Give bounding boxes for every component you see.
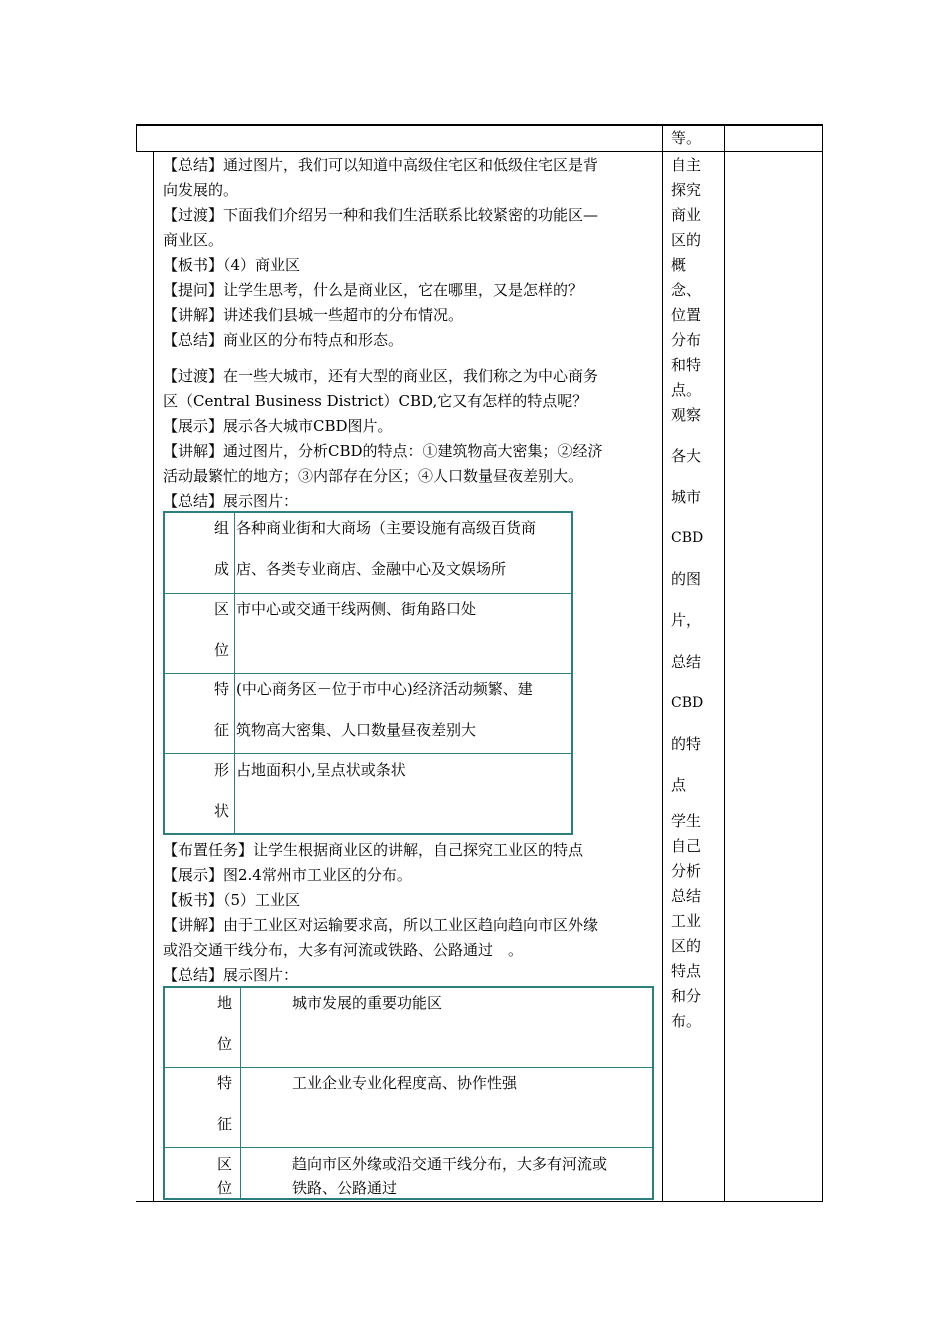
industry-row-content: 工业企业专业化程度高、协作性强 (292, 1074, 518, 1092)
student-col-line: 念、 (671, 281, 702, 299)
main-line: 【板书】（5）工业区 (163, 891, 301, 909)
main-line: 【过渡】在一些大城市，还有大型的商业区，我们称之为中心商务 (163, 367, 599, 385)
student-col-line: 工业 (671, 912, 702, 930)
cbd-table-row-divider (163, 673, 573, 674)
industry-row-label: 位 (217, 1179, 233, 1197)
main-line: 【讲解】通过图片，分析CBD的特点：①建筑物高大密集；②经济 (163, 442, 603, 460)
main-line: 【讲解】由于工业区对运输要求高，所以工业区趋向趋向市区外缘 (163, 916, 599, 934)
cbd-row-content: 占地面积小,呈点状或条状 (236, 761, 406, 779)
table-bottom-border (136, 1201, 823, 1202)
industry-table-border (163, 986, 165, 1200)
student-col-line: 位置 (671, 306, 702, 324)
student-col-line: 概 (671, 256, 687, 274)
student-col-line: CBD (671, 695, 704, 711)
student-col-line: 学生 (671, 812, 702, 830)
industry-table-row-divider (163, 1147, 654, 1148)
top-row-text: 等。 (671, 129, 702, 147)
cbd-row-label: 位 (214, 641, 230, 659)
cbd-row-content: 筑物高大密集、人口数量昼夜差别大 (236, 721, 477, 739)
cbd-table-row-divider (163, 753, 573, 754)
student-col-line: CBD (671, 530, 704, 546)
student-col-line: 的特 (671, 735, 702, 753)
main-line: 区（Central Business District）CBD,它又有怎样的特点呢？ (163, 392, 588, 410)
student-col-line: 商业 (671, 206, 702, 224)
cbd-row-label: 组 (214, 519, 230, 537)
student-col-line: 分布 (671, 331, 702, 349)
student-col-line: 总结 (671, 653, 702, 671)
main-line: 【过渡】下面我们介绍另一种和我们生活联系比较紧密的功能区— (163, 206, 599, 224)
cbd-row-label: 状 (214, 802, 230, 820)
cbd-row-content: 各种商业街和大商场（主要设施有高级百货商 (236, 519, 537, 537)
table-row-divider (136, 151, 823, 152)
industry-row-label: 特 (217, 1074, 233, 1092)
student-col-line: 区的 (671, 937, 702, 955)
main-line: 【提问】让学生思考，什么是商业区，它在哪里，又是怎样的？ (163, 281, 584, 299)
industry-table-border (163, 986, 654, 988)
main-line: 商业区。 (163, 231, 224, 249)
main-line: 【总结】展示图片： (163, 492, 299, 510)
cbd-row-content: (中心商务区－位于市中心)经济活动频繁、建 (236, 680, 533, 698)
cbd-row-label: 成 (214, 560, 230, 578)
main-line: 【布置任务】让学生根据商业区的讲解，自己探究工业区的特点 (163, 841, 584, 859)
main-line: 【总结】通过图片，我们可以知道中高级住宅区和低级住宅区是背 (163, 156, 599, 174)
student-col-line: 自己 (671, 837, 702, 855)
industry-row-content: 铁路、公路通过 (292, 1179, 398, 1197)
industry-table-row-divider (163, 1067, 654, 1068)
cbd-row-label: 区 (214, 600, 230, 618)
industry-row-content: 趋向市区外缘或沿交通干线分布，大多有河流或 (292, 1155, 608, 1173)
student-col-line: 的图 (671, 570, 702, 588)
student-col-line: 和分 (671, 987, 702, 1005)
cbd-table-border (163, 833, 573, 835)
table-left-border (136, 124, 137, 152)
industry-table-col-divider (240, 986, 241, 1200)
cbd-row-content: 店、各类专业商店、金融中心及文娱场所 (236, 560, 507, 578)
table-left-border-lower (153, 151, 154, 1202)
student-col-line: 点 (671, 776, 687, 794)
student-col-line: 自主 (671, 156, 702, 174)
table-right-border (822, 124, 823, 1202)
industry-row-label: 地 (217, 994, 233, 1012)
student-col-line: 布。 (671, 1012, 702, 1030)
student-col-line: 特点 (671, 962, 702, 980)
student-col-line: 总结 (671, 887, 702, 905)
student-col-line: 片， (671, 611, 702, 629)
cbd-row-label: 特 (214, 680, 230, 698)
student-col-line: 探究 (671, 181, 702, 199)
main-line: 【讲解】讲述我们县城一些超市的分布情况。 (163, 306, 464, 324)
main-line: 向发展的。 (163, 181, 239, 199)
cbd-row-label: 征 (214, 721, 230, 739)
cbd-row-label: 形 (214, 761, 230, 779)
student-col-line: 点。 (671, 381, 702, 399)
student-col-line: 观察 (671, 406, 702, 424)
cbd-table-border (163, 511, 573, 513)
industry-row-content: 城市发展的重要功能区 (292, 994, 443, 1012)
student-col-line: 和特 (671, 356, 702, 374)
main-line: 【总结】展示图片： (163, 966, 299, 984)
industry-table-border (163, 1198, 654, 1200)
main-line: 或沿交通干线分布，大多有河流或铁路、公路通过 。 (163, 941, 524, 959)
table-col-divider-1 (662, 124, 663, 1202)
industry-row-label: 区 (217, 1155, 233, 1173)
main-line: 【展示】图2.4常州市工业区的分布。 (163, 866, 412, 884)
main-line: 【总结】商业区的分布特点和形态。 (163, 331, 404, 349)
student-col-line: 分析 (671, 862, 702, 880)
table-col-divider-2 (724, 124, 725, 1202)
student-col-line: 区的 (671, 231, 702, 249)
industry-table-border (652, 986, 654, 1200)
student-col-line: 各大 (671, 447, 702, 465)
industry-row-label: 位 (217, 1035, 233, 1053)
student-col-line: 城市 (671, 488, 702, 506)
main-line: 【展示】展示各大城市CBD图片。 (163, 417, 393, 435)
table-top-border (136, 124, 823, 126)
main-line: 活动最繁忙的地方；③内部存在分区；④人口数量昼夜差别大。 (163, 467, 584, 485)
cbd-row-content: 市中心或交通干线两侧、街角路口处 (236, 600, 477, 618)
industry-row-label: 征 (217, 1115, 233, 1133)
cbd-table-row-divider (163, 593, 573, 594)
main-line: 【板书】（4）商业区 (163, 256, 301, 274)
